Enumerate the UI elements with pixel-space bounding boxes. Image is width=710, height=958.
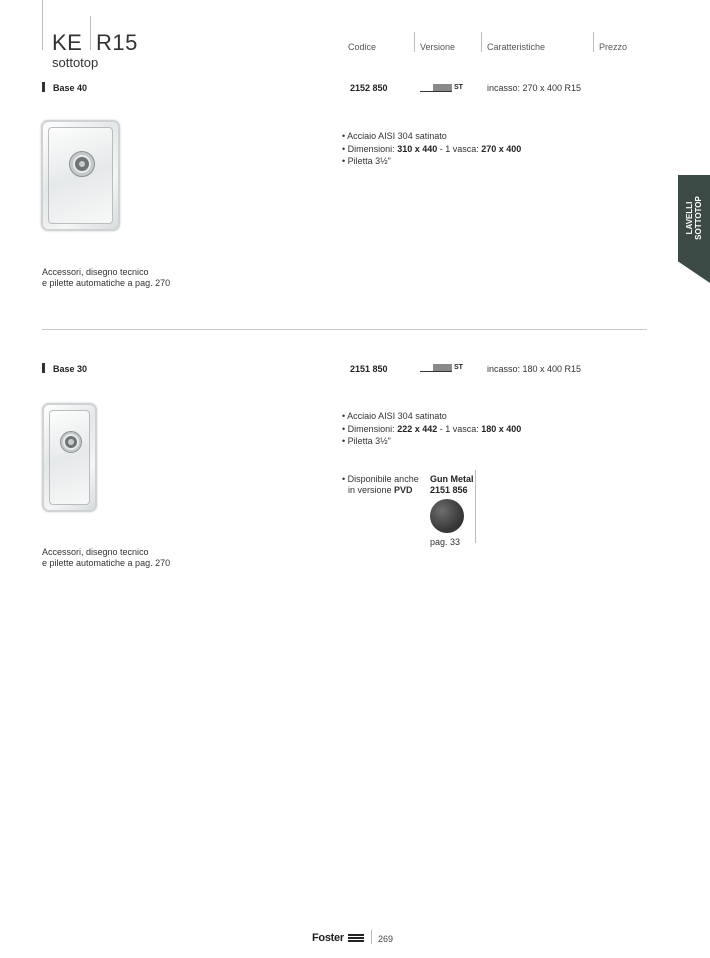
feature-item: • Piletta 3½" <box>342 436 391 446</box>
sink-image <box>41 120 120 231</box>
product-code: 2151 850 <box>350 364 388 374</box>
column-header-prezzo: Prezzo <box>599 42 628 52</box>
section-marker <box>42 82 45 92</box>
finish-code: 2151 856 <box>430 485 468 495</box>
finish-page-ref: pag. 33 <box>430 537 461 547</box>
finish-label <box>430 474 474 496</box>
brand-logo: Foster <box>312 932 364 944</box>
feature-item: • Acciaio AISI 304 satinato <box>342 411 447 421</box>
feature-item: • Piletta 3½" <box>342 156 391 166</box>
finish-name: Gun Metal <box>430 474 474 484</box>
feature-list <box>342 130 521 168</box>
incasso-dimensions: incasso: 270 x 400 R15 <box>487 83 582 93</box>
page-subtitle: sottotop <box>52 55 99 70</box>
series-name: KE <box>52 30 83 55</box>
pvd-availability: • Disponibile anche in versione PVD <box>342 474 419 495</box>
radius-label: R15 <box>96 30 138 55</box>
version-code: ST <box>454 364 463 371</box>
side-tab-label: LAVELLI SOTTOTOP <box>685 196 703 240</box>
column-header-codice: Codice <box>348 42 377 52</box>
accessories-note: Accessori, disegno tecnico e pilette automatiche a pag. 270 <box>42 547 171 568</box>
version-swatch <box>420 364 452 372</box>
base-label: Base 40 <box>53 83 88 93</box>
version-swatch <box>420 84 452 92</box>
header-divider-mid <box>90 16 91 50</box>
column-divider <box>593 32 594 52</box>
feature-list <box>342 410 521 448</box>
incasso-dimensions: incasso: 180 x 400 R15 <box>487 364 582 374</box>
footer-divider <box>371 930 372 944</box>
sink-image <box>42 403 97 512</box>
column-divider <box>481 32 482 52</box>
section-marker <box>42 363 45 373</box>
column-header-caratteristiche: Caratteristiche <box>487 42 546 52</box>
feature-item: • Dimensioni: 222 x 442 - 1 vasca: 180 x 400 <box>342 423 522 434</box>
brand-stripes-icon <box>348 934 364 942</box>
version-code: ST <box>454 84 463 91</box>
base-label: Base 30 <box>53 364 88 374</box>
column-header-versione: Versione <box>420 42 456 52</box>
page-number: 269 <box>378 934 394 944</box>
column-divider <box>414 32 415 52</box>
gun-metal-swatch <box>430 499 464 533</box>
product-code: 2152 850 <box>350 83 388 93</box>
finish-divider <box>475 470 476 543</box>
feature-item: • Dimensioni: 310 x 440 - 1 vasca: 270 x 400 <box>342 143 522 154</box>
header-divider-left <box>42 0 43 50</box>
section-divider <box>42 329 647 330</box>
accessories-note: Accessori, disegno tecnico e pilette automatiche a pag. 270 <box>42 267 171 288</box>
feature-item: • Acciaio AISI 304 satinato <box>342 131 447 141</box>
